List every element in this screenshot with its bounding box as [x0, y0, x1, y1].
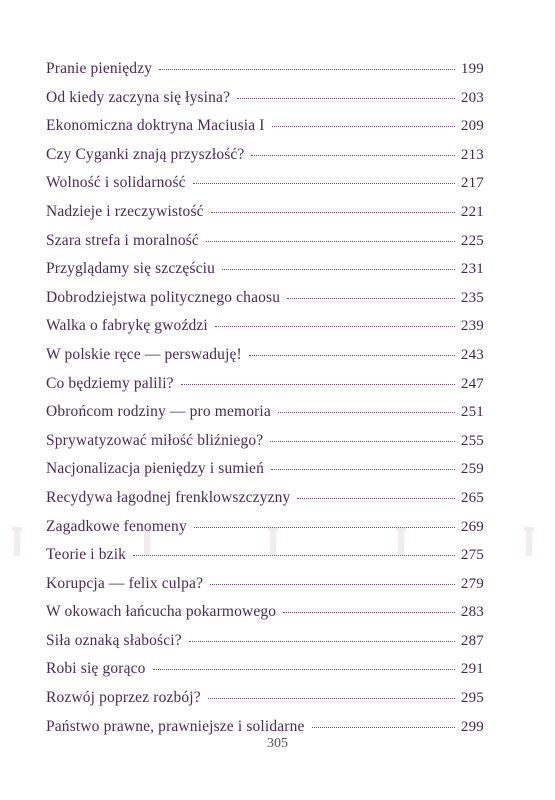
- toc-entry: [46, 689, 484, 718]
- toc-entry-page: 231: [460, 261, 484, 278]
- toc-entry-page: 291: [460, 661, 484, 678]
- dot-leader: [210, 584, 455, 585]
- toc-entry-page: 283: [460, 604, 484, 621]
- dot-leader: [271, 469, 455, 470]
- toc-entry-page: 209: [460, 118, 484, 135]
- toc-entry-title: Zagadkowe fenomeny: [46, 517, 187, 535]
- toc-entry-page: 259: [460, 461, 484, 478]
- dot-leader: [297, 498, 454, 499]
- toc-entry: [46, 203, 484, 232]
- toc-entry-title: Robi się gorąco: [46, 660, 146, 678]
- toc-entry: [46, 432, 484, 461]
- toc-entry-page: 199: [460, 61, 484, 77]
- toc-entry-title: Recydywa łagodnej frenklowszczyzny: [46, 488, 291, 506]
- toc-entry-page: 251: [460, 404, 484, 421]
- dot-leader: [249, 355, 455, 356]
- toc-entry: [46, 89, 484, 118]
- toc-entry-title: Nacjonalizacja pieniędzy i sumień: [46, 460, 264, 478]
- dot-leader: [194, 527, 455, 528]
- page-number: 305: [267, 736, 288, 751]
- toc-entry-page: 269: [460, 518, 484, 535]
- toc-entry: [46, 460, 484, 489]
- toc-entry-title: Dobrodziejstwa politycznego chaosu: [46, 288, 281, 306]
- toc-entry-title: Siła oznaką słabości?: [46, 631, 182, 649]
- dot-leader: [278, 412, 455, 413]
- toc-entry: [46, 603, 484, 632]
- toc-entry: [46, 289, 484, 318]
- toc-entry-title: Obrońcom rodziny — pro memoria: [46, 403, 271, 421]
- dot-leader: [208, 698, 455, 699]
- dot-leader: [251, 155, 454, 156]
- toc-entry-page: 235: [460, 289, 484, 306]
- toc-entry-title: Szara strefa i moralność: [46, 231, 199, 249]
- toc-entry: [46, 660, 484, 689]
- toc-entry: [46, 403, 484, 432]
- toc-entry-title: Ekonomiczna doktryna Maciusia I: [46, 117, 265, 135]
- toc-entry: [46, 117, 484, 146]
- dot-leader: [153, 669, 455, 670]
- toc-entry-page: 255: [460, 432, 484, 449]
- toc-entry: [46, 260, 484, 289]
- toc-entry-page: 247: [460, 375, 484, 392]
- toc-entry: [46, 546, 484, 575]
- dot-leader: [272, 126, 455, 127]
- dot-leader: [193, 183, 455, 184]
- toc-entry-page: 275: [460, 547, 484, 564]
- tower-icon: [524, 527, 534, 556]
- toc-entry-page: 279: [460, 575, 484, 592]
- dot-leader: [222, 269, 455, 270]
- toc-entry-title: Co będziemy palili?: [46, 374, 174, 392]
- toc-entry-title: W okowach łańcucha pokarmowego: [46, 603, 277, 621]
- dot-leader: [159, 69, 455, 70]
- toc-entry-title: Wolność i solidarność: [46, 174, 186, 192]
- toc-entry: [46, 146, 484, 175]
- toc-entry-page: 213: [460, 146, 484, 163]
- toc-entry: [46, 346, 484, 375]
- toc-entry-page: 299: [460, 718, 484, 735]
- toc-entry-page: 221: [460, 203, 484, 220]
- toc-entry-title: Pranie pieniędzy: [46, 60, 153, 77]
- toc-entry-title: Rozwój poprzez rozbój?: [46, 689, 201, 707]
- toc-entry: [46, 489, 484, 518]
- toc-entry-page: 203: [460, 89, 484, 106]
- toc-entry-page: 295: [460, 690, 484, 707]
- toc-entry-title: Korupcja — felix culpa?: [46, 574, 204, 592]
- toc-entry-title: Przyglądamy się szczęściu: [46, 260, 216, 278]
- toc-entry-page: 217: [460, 175, 484, 192]
- dot-leader: [189, 641, 455, 642]
- dot-leader: [287, 298, 455, 299]
- toc-entry-title: Nadzieje i rzeczywistość: [46, 202, 204, 220]
- toc-entry-page: 225: [460, 232, 484, 249]
- toc-entry-title: Czy Cyganki znają przyszłość?: [46, 145, 245, 163]
- toc-entry: [46, 174, 484, 203]
- toc-entry-page: 265: [460, 489, 484, 506]
- tower-icon: [12, 527, 22, 556]
- dot-leader: [237, 98, 455, 99]
- dot-leader: [181, 384, 455, 385]
- table-of-contents: [46, 60, 484, 746]
- toc-entry-page: 239: [460, 318, 484, 335]
- toc-entry-title: Od kiedy zaczyna się łysina?: [46, 88, 231, 106]
- toc-entry-title: Państwo prawne, prawniejsze i solidarne: [46, 717, 305, 735]
- dot-leader: [211, 212, 455, 213]
- dot-leader: [312, 727, 455, 728]
- toc-entry-title: Sprywatyzować miłość bliźniego?: [46, 431, 264, 449]
- toc-entry: [46, 632, 484, 661]
- toc-entry: [46, 317, 484, 346]
- toc-entry-title: Teorie i bzik: [46, 546, 127, 564]
- toc-entry: [46, 575, 484, 604]
- toc-entry: [46, 518, 484, 547]
- toc-entry: [46, 232, 484, 261]
- dot-leader: [215, 326, 455, 327]
- toc-entry-page: 243: [460, 346, 484, 363]
- dot-leader: [283, 612, 455, 613]
- toc-entry: [46, 60, 484, 89]
- dot-leader: [206, 241, 455, 242]
- toc-entry-page: 287: [460, 632, 484, 649]
- toc-entry-title: Walka o fabrykę gwoździ: [46, 317, 208, 335]
- dot-leader: [270, 441, 455, 442]
- dot-leader: [133, 555, 455, 556]
- toc-entry-title: W polskie ręce — perswaduję!: [46, 345, 242, 363]
- toc-entry: [46, 375, 484, 404]
